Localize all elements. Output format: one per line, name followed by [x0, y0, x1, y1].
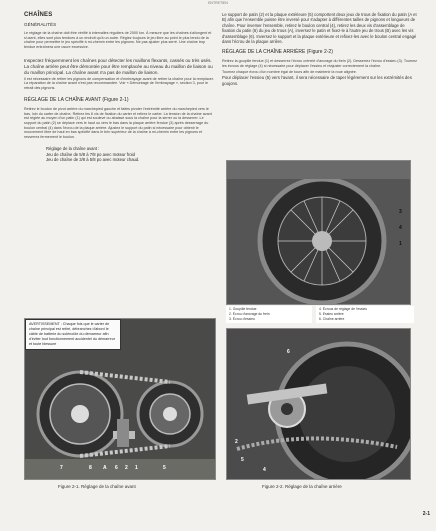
legend-item: 1. Goupille fendue: [229, 307, 257, 311]
section-title: CHAÎNES: [24, 12, 53, 18]
figure-label: A: [103, 465, 107, 471]
figure-label: 4: [263, 467, 266, 473]
rear-wheel-illustration: [227, 161, 410, 304]
reversal-paragraph: Le support de patin (2) et la plaque extérieure (5) comportent deux jeux de trous de fixation du patin (A et B) afin que l'ensemble puisse être inversé pour s'adapter à différentes tailles de pignons et longueurs de chaîne. Pour inverser l'ensemble, retirez le boulon central (4), retirez les deux vis d'assemblage de fixation du patin (6) du jeu de trous (A), inversez le patin et fixez-le à l'autre jeu de trous (B) avec les vis d'assemblage (6). Inversez le support et la plaque extérieure et refixez-les avec le boulon central engagé dans l'écrou de la plaque arrière.: [222, 12, 417, 44]
figure-label: 4: [399, 225, 402, 231]
warning-box: AVERTISSEMENT : Chaque fois que le carter de chaîne principal est retiré, débranchez d'abord le câble de batterie du solénoïde du démarreur afin d'éviter tout fonctionnement accidentel du démarreur et toute blessure: [25, 319, 121, 350]
front-chain-spec-note: [46, 146, 214, 163]
legend-item: 2. Écrou d'ancrage du frein: [229, 311, 270, 316]
subsection-rear-chain: RÉGLAGE DE LA CHAÎNE ARRIÈRE (Figure 2-2): [222, 49, 333, 56]
figure-label: 2: [235, 439, 238, 445]
figure-label: 8: [89, 465, 92, 471]
figure-2-1-caption: Figure 2-1. Réglage de la chaîne avant: [58, 484, 136, 489]
subsection-front-chain: RÉGLAGE DE LA CHAÎNE AVANT (Figure 2-1): [24, 96, 129, 103]
figure-label: 7: [60, 465, 63, 471]
figure-2-2-caption: Figure 2-2. Réglage de la chaîne arrière: [262, 484, 342, 489]
general-paragraph: Le réglage de la chaîne doit être vérifié à intervalles réguliers de 2000 km. À mesure que les chaînes s'allongent et s'usent, elles sont plus tendues à un endroit qu'à un autre. Réglez toujours le jeu libre au point le plus tendu de la chaîne pour permettre le jeu spécifié à mi-chemin entre les pignons. Ne pas ajuster plus serré. Une chaîne trop tendue entraînera une usure excessive.: [24, 31, 212, 50]
spec-note-cold: Jeu de chaîne de 5/8 à 7/8 po avec moteur froid: [46, 151, 135, 157]
legend-item: 3. Écrou d'essieu: [229, 316, 255, 321]
figure-label: 1: [399, 241, 402, 247]
figure-label: 5: [163, 465, 166, 471]
figure-label: 6: [287, 349, 290, 355]
rear-axle-adjuster-illustration: [227, 329, 410, 479]
left-column: [24, 12, 214, 167]
spec-note-title: Réglage de la chaîne avant :: [46, 145, 100, 151]
rear-chain-note: Tournez chaque écrou d'un nombre égal de tours afin de maintenir la roue alignée.: [222, 69, 357, 74]
inspection-paragraph: Inspectez fréquemment les chaînes pour détecter les maillons flexants, cassés ou très usés. La chaîne arrière peut être démontée pour être remplacée au niveau du maillon de liaison ou du maillon principal. La chaîne avant n'a pas de maillon de liaison.: [24, 57, 213, 75]
figure-legend-right: [316, 306, 414, 323]
figure-label: 5: [241, 457, 244, 463]
figure-legend-left: [226, 306, 312, 323]
axle-paragraph: Pour déplacer l'essieu (5) vers l'avant, il sera nécessaire de taper légèrement sur les extrémités des goujons.: [222, 75, 412, 86]
subsection-general: GÉNÉRALITÉS: [24, 22, 57, 27]
figure-label: 6: [115, 465, 118, 471]
pinion-paragraph: Il est nécessaire de retirer les pignons de compensation et d'embrayage avant de retirer la chaîne pour la remplacer. La réparation de la chaîne avant n'est pas recommandée. Voir « Démontage de l'embrayage », section 3, pour le retrait des pignons.: [24, 76, 214, 91]
front-chain-paragraph: Retirez le bouton de pivot arrière du marchepied gauche et faites pivoter l'extrémité arrière du marchepied vers le bas, loin du carter de chaîne. Retirez les 6 vis de fixation du carter et retirez le carter. La tension de la chaîne avant est réglée au moyen d'un patin (1) qui est soulevé ou abaissé sous la chaîne pour la serrer ou la desserrer. Le support du patin (2) se déplace vers le haut ou vers le bas dans la plaque arrière fendue (3) après desserrage du boulon central (4) dans l'écrou de la plaque arrière. Ajustez le support du patin si nécessaire pour obtenir le mouvement libre de haut en bas spécifié dans le brin supérieur de la chaîne à mi-chemin entre les pignons et resserrez fermement le boulon.: [24, 106, 212, 140]
figure-label: 2: [125, 465, 128, 471]
figure-label: 1: [135, 465, 138, 471]
legend-item: 6. Chaîne arrière: [319, 316, 345, 321]
page-header: ENTRETIEN: [208, 1, 228, 5]
page-number: 2-1: [422, 511, 430, 517]
spec-note-hot: Jeu de chaîne de 3/8 à 5/8 po avec moteur chaud.: [46, 157, 140, 163]
legend-item: 5. Essieu arrière: [319, 311, 344, 316]
figure-label: 3: [399, 209, 402, 215]
right-column: [222, 12, 418, 90]
rear-chain-paragraph: Retirez la goupille fendue (1) et desserrez l'écrou crénelé d'ancrage du frein (2). Desserrez l'écrou d'essieu (3). Tournez les écrous de réglage (4) si nécessaire pour déplacer l'essieu et réajuster correctement la chaîne.: [222, 59, 418, 68]
legend-item: 4. Écrous de réglage de l'essieu: [319, 307, 368, 311]
figure-front-chain-photo: [24, 318, 216, 480]
figure-rear-chain-top-photo: [226, 160, 411, 305]
figure-rear-chain-bottom-photo: [226, 328, 411, 480]
